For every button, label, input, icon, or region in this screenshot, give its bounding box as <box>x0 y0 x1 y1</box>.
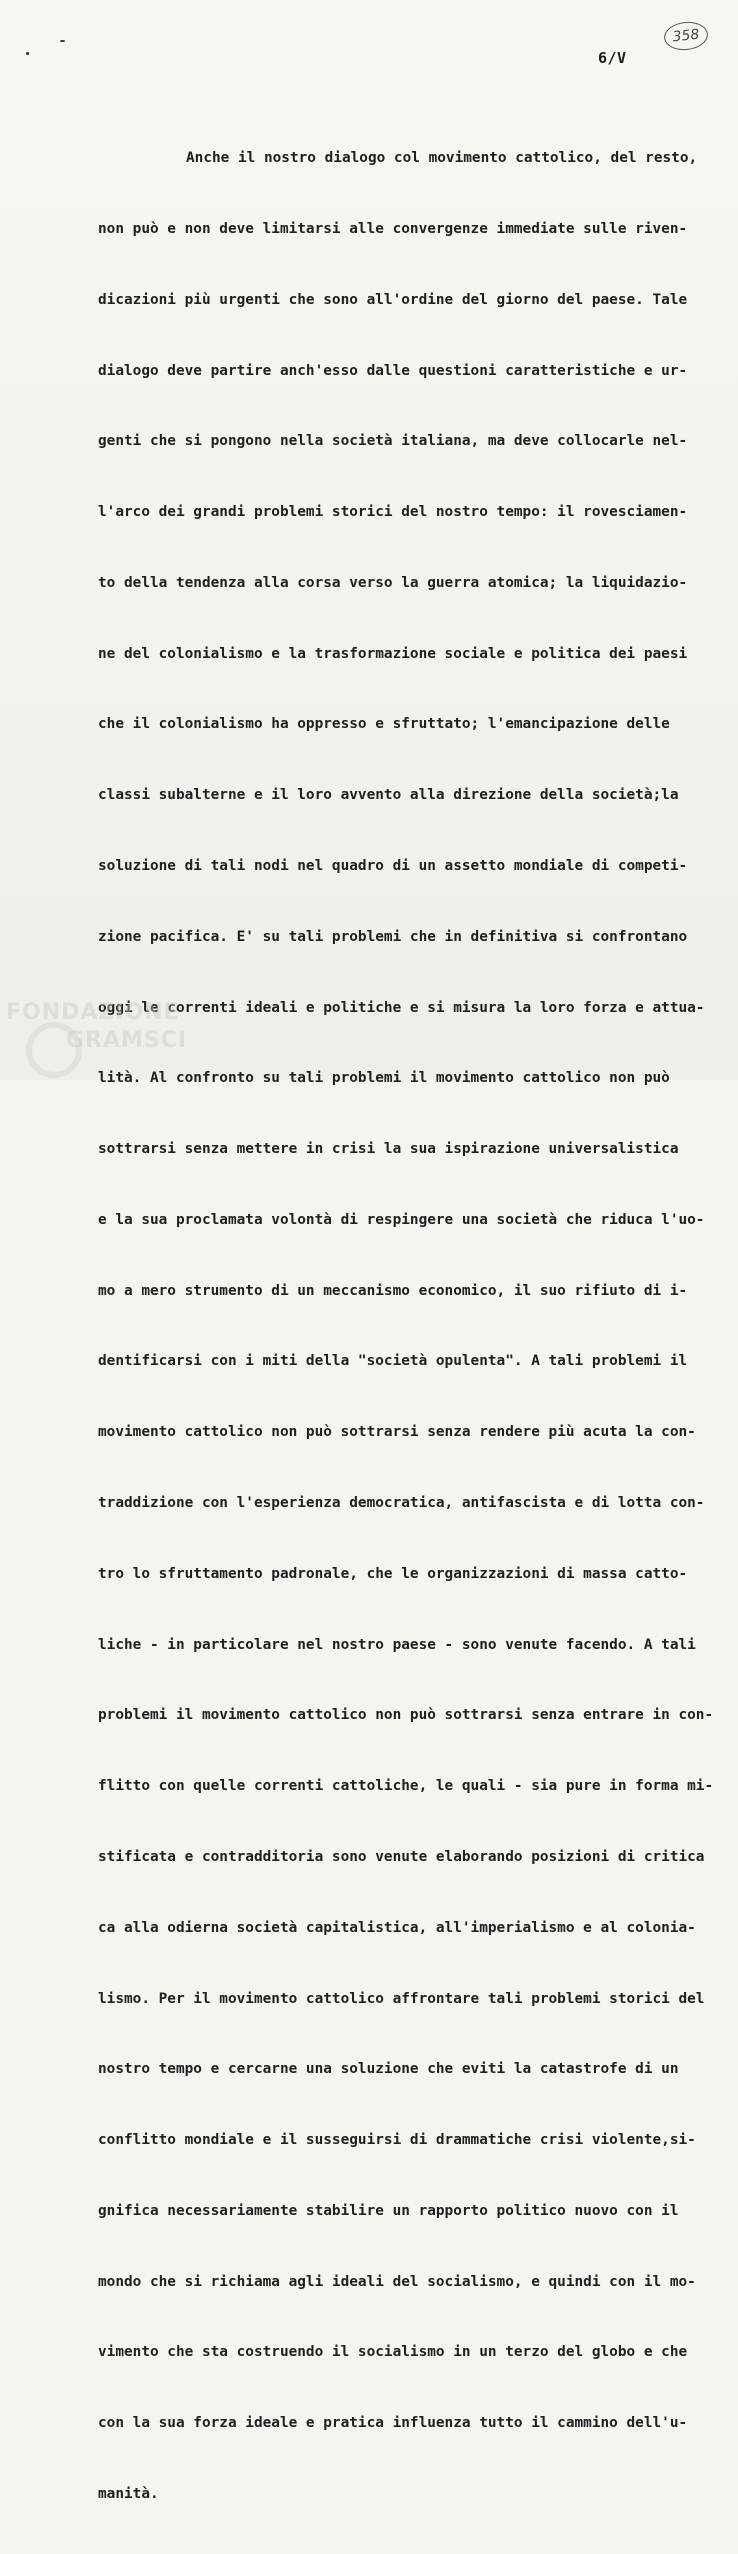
text-line: classi subalterne e il loro avvento alla direzione della società;la <box>98 787 679 804</box>
text-line: mo a mero strumento di un meccanismo economico, il suo rifiuto di i- <box>98 1282 688 1299</box>
text-line: l'arco dei grandi problemi storici del nostro tempo: il rovesciamen- <box>98 504 688 521</box>
text-line: e la sua proclamata volontà di respingere una società che riduca l'uo- <box>98 1211 705 1228</box>
text-line: zione pacifica. E' su tali problemi che in definitiva si confrontano <box>98 928 688 945</box>
watermark-line2: GRAMSCI <box>66 1028 188 1053</box>
text-line: genti che si pongono nella società italiana, ma deve collocarle nel- <box>98 433 688 450</box>
text-line: che il colonialismo ha oppresso e sfruttato; l'emancipazione delle <box>98 716 670 733</box>
text-line: dicazioni più urgenti che sono all'ordine del giorno del paese. Tale <box>98 291 688 308</box>
text-line: ne del colonialismo e la trasformazione sociale e politica dei paesi <box>98 645 688 662</box>
body-text <box>98 100 728 2554</box>
page-number: 6/V <box>598 49 627 67</box>
text-line: flitto con quelle correnti cattoliche, le quali - sia pure in forma mi- <box>98 1778 714 1795</box>
text-line: conflitto mondiale e il susseguirsi di drammatiche crisi violente,si- <box>98 2132 696 2149</box>
text-line: Anche il nostro dialogo col movimento cattolico, del resto, <box>186 150 698 167</box>
archive-stamp-number: 358 <box>671 26 701 46</box>
archive-stamp <box>663 20 710 52</box>
text-line: oggi le correnti ideali e politiche e si misura la loro forza e attua- <box>98 999 705 1016</box>
text-line: non può e non deve limitarsi alle convergenze immediate sulle riven- <box>98 220 688 237</box>
text-line: tro lo sfruttamento padronale, che le organizzazioni di massa catto- <box>98 1565 688 1582</box>
text-line: soluzione di tali nodi nel quadro di un assetto mondiale di competi- <box>98 858 688 874</box>
text-line: sottrarsi senza mettere in crisi la sua ispirazione universalistica <box>98 1141 679 1158</box>
text-line: con la sua forza ideale e pratica influenza tutto il cammino dell'u- <box>98 2415 688 2432</box>
ink-speck <box>26 52 29 55</box>
text-line: lismo. Per il movimento cattolico affrontare tali problemi storici del <box>98 1990 705 2007</box>
ink-speck <box>60 40 65 42</box>
text-line: manità. <box>98 2485 159 2502</box>
text-line: lità. Al confronto su tali problemi il movimento cattolico non può <box>98 1070 670 1087</box>
text-line: nostro tempo e cercarne una soluzione che eviti la catastrofe di un <box>98 2061 679 2078</box>
text-line: mondo che si richiama agli ideali del socialismo, e quindi con il mo- <box>98 2273 696 2290</box>
watermark-logo-icon <box>26 1022 82 1078</box>
text-line: dialogo deve partire anch'esso dalle questioni caratteristiche e ur- <box>98 362 688 379</box>
text-line: stificata e contradditoria sono venute elaborando posizioni di critica <box>98 1848 705 1865</box>
text-line: to della tendenza alla corsa verso la guerra atomica; la liquidazio- <box>98 574 688 591</box>
text-line: dentificarsi con i miti della "società opulenta". A tali problemi il <box>98 1353 688 1370</box>
text-line: liche - in particolare nel nostro paese - sono venute facendo. A tali <box>98 1636 696 1653</box>
text-line: ca alla odierna società capitalistica, all'imperialismo e al colonia- <box>98 1919 696 1936</box>
text-line: vimento che sta costruendo il socialismo in un terzo del globo e che <box>98 2344 688 2361</box>
watermark-line1: FONDAZIONE <box>6 1000 180 1025</box>
text-line: problemi il movimento cattolico non può sottrarsi senza entrare in con- <box>98 1707 714 1724</box>
text-line: traddizione con l'esperienza democratica, antifascista e di lotta con- <box>98 1495 705 1512</box>
text-line: gnifica necessariamente stabilire un rapporto politico nuovo con il <box>98 2202 679 2219</box>
text-line: movimento cattolico non può sottrarsi senza rendere più acuta la con- <box>98 1424 696 1441</box>
